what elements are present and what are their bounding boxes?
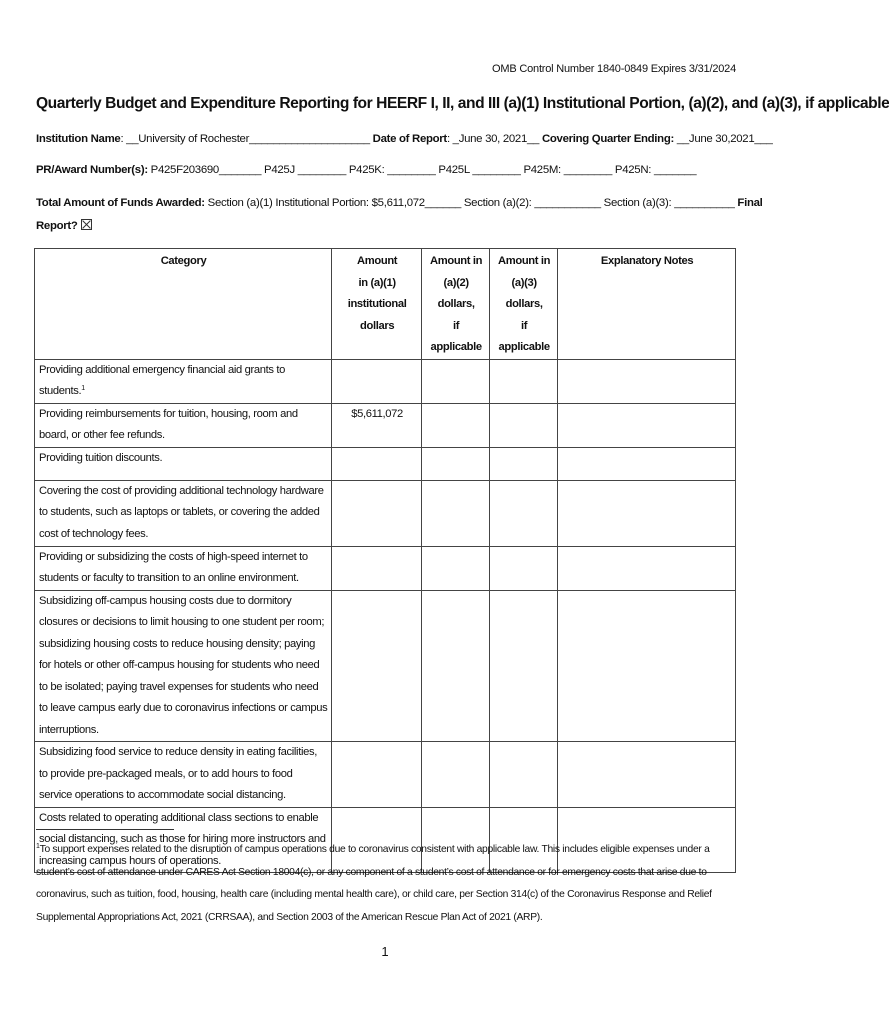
row-notes[interactable]	[558, 546, 736, 590]
header-amount-a2	[422, 249, 490, 360]
footnote-ref: 1	[81, 385, 85, 392]
final-report-checkbox[interactable]	[81, 219, 92, 230]
final-label: Final	[737, 197, 763, 209]
header-a3-line3: if applicable	[498, 319, 550, 353]
expenditure-table	[34, 248, 736, 873]
funds-line	[36, 197, 763, 209]
header-a3-line2: (a)(3) dollars,	[505, 276, 543, 310]
header-notes: Explanatory Notes	[558, 249, 736, 360]
table-row	[35, 480, 736, 546]
row-amount-a3[interactable]	[490, 359, 558, 403]
row-amount-a3[interactable]	[490, 742, 558, 808]
table-row	[35, 742, 736, 808]
row-amount-a2[interactable]	[422, 546, 490, 590]
row-category-cell	[35, 359, 332, 403]
header-a2-line1: Amount in	[430, 255, 483, 267]
row-notes[interactable]	[558, 403, 736, 447]
row-amount-a1[interactable]: $5,611,072	[332, 403, 422, 447]
page-number: 1	[381, 944, 389, 959]
report-label: Report?	[36, 220, 78, 232]
row-notes[interactable]	[558, 480, 736, 546]
row-category: Covering the cost of providing additional technology hardware to students, such as laptops or tablets, or covering the added cost of technology fees.	[35, 480, 332, 546]
table-row	[35, 403, 736, 447]
row-notes[interactable]	[558, 359, 736, 403]
row-notes[interactable]	[558, 447, 736, 480]
row-amount-a2[interactable]	[422, 742, 490, 808]
header-a1-line1: Amount	[357, 255, 398, 267]
footnote-marker: 1	[36, 843, 40, 850]
row-amount-a2[interactable]	[422, 403, 490, 447]
row-notes[interactable]	[558, 590, 736, 742]
header-a1-line3: institutional dollars	[347, 298, 407, 332]
header-a1-line2: in (a)(1)	[358, 276, 396, 289]
funds-label: Total Amount of Funds Awarded:	[36, 197, 205, 209]
table-row	[35, 447, 736, 480]
date-label: Date of Report	[372, 133, 447, 145]
page-title: Quarterly Budget and Expenditure Reporting for HEERF I, II, and III (a)(1) Institutional Portion, (a)(2), and (a)(3), if applicable	[36, 95, 889, 112]
award-line	[36, 164, 696, 176]
row-notes[interactable]	[558, 742, 736, 808]
quarter-label: Covering Quarter Ending:	[541, 133, 674, 145]
omb-control-number: OMB Control Number 1840-0849 Expires 3/31/2024	[492, 63, 736, 75]
institution-value: : __University of Rochester____________________	[120, 133, 370, 145]
row-amount-a1[interactable]	[332, 480, 422, 546]
quarter-value: __June 30,2021___	[676, 133, 773, 145]
row-amount-a1[interactable]	[332, 546, 422, 590]
row-amount-a1[interactable]	[332, 447, 422, 480]
row-amount-a3[interactable]	[490, 590, 558, 742]
row-amount-a2[interactable]	[422, 447, 490, 480]
header-amount-a1	[332, 249, 422, 360]
row-amount-a1[interactable]	[332, 359, 422, 403]
row-category: Providing additional emergency financial aid grants to students.	[39, 363, 286, 397]
table-row	[35, 546, 736, 590]
table-row	[35, 590, 736, 742]
final-report-line	[36, 219, 92, 232]
funds-value: Section (a)(1) Institutional Portion: $5,611,072______ Section (a)(2): ___________ Section (a)(3): __________	[204, 197, 738, 209]
institution-label: Institution Name	[36, 133, 121, 145]
award-label: PR/Award Number(s):	[36, 164, 148, 176]
row-amount-a3[interactable]	[490, 480, 558, 546]
header-a2-line2: (a)(2) dollars,	[437, 276, 475, 310]
header-amount-a3	[490, 249, 558, 360]
header-a3-line1: Amount in	[498, 255, 551, 267]
row-amount-a2[interactable]	[422, 359, 490, 403]
row-category: Subsidizing off-campus housing costs due to dormitory closures or decisions to limit housing to one student per room; subsidizing housing costs to reduce housing density; paying for hotels or other off-campus housing for students who need to be isolated; paying travel expenses for students who need to leave campus early due to coronavirus infections or campus interruptions.	[35, 590, 332, 742]
award-value: P425F203690_______ P425J ________ P425K: ________ P425L ________ P425M: ________ P425N: _______	[147, 164, 697, 176]
row-category: Subsidizing food service to reduce density in eating facilities, to provide pre-packaged meals, or to add hours to food service operations to accommodate social distancing.	[35, 742, 332, 808]
date-value: : _June 30, 2021__	[446, 133, 540, 145]
row-amount-a2[interactable]	[422, 480, 490, 546]
row-amount-a1[interactable]	[332, 590, 422, 742]
footnote	[36, 839, 748, 929]
header-category: Category	[35, 249, 332, 360]
row-amount-a2[interactable]	[422, 590, 490, 742]
row-category: Costs related to operating additional class sections to enable social distancing, such as those for hiring more instructors and increasing campus hours of operations.	[35, 807, 332, 873]
table-header-row	[35, 249, 736, 360]
institution-line	[36, 133, 772, 145]
row-category: Providing tuition discounts.	[35, 447, 332, 480]
row-amount-a1[interactable]	[332, 742, 422, 808]
table-row	[35, 359, 736, 403]
row-amount-a3[interactable]	[490, 546, 558, 590]
row-amount-a3[interactable]	[490, 403, 558, 447]
row-amount-a3[interactable]	[490, 447, 558, 480]
footnote-divider	[36, 829, 174, 830]
header-a2-line3: if applicable	[430, 319, 482, 353]
footnote-text: To support expenses related to the disruption of campus operations due to coronavirus consistent with applicable law. This includes eligible expenses under a student’s cost of attendance under CARES Act Section 18004(c), or any component of a student’s cost of attendance or for emergency costs that arise due to coronavirus, such as tuition, food, housing, health care (including mental health care), or child care, per Section 314(c) of the Coronavirus Response and Relief Supplemental Appropriations Act, 2021 (CRRSAA), and Section 2003 of the American Rescue Plan Act of 2021 (ARP).	[36, 844, 712, 923]
row-category: Providing or subsidizing the costs of high-speed internet to students or faculty to transition to an online environment.	[35, 546, 332, 590]
row-category: Providing reimbursements for tuition, housing, room and board, or other fee refunds.	[35, 403, 332, 447]
